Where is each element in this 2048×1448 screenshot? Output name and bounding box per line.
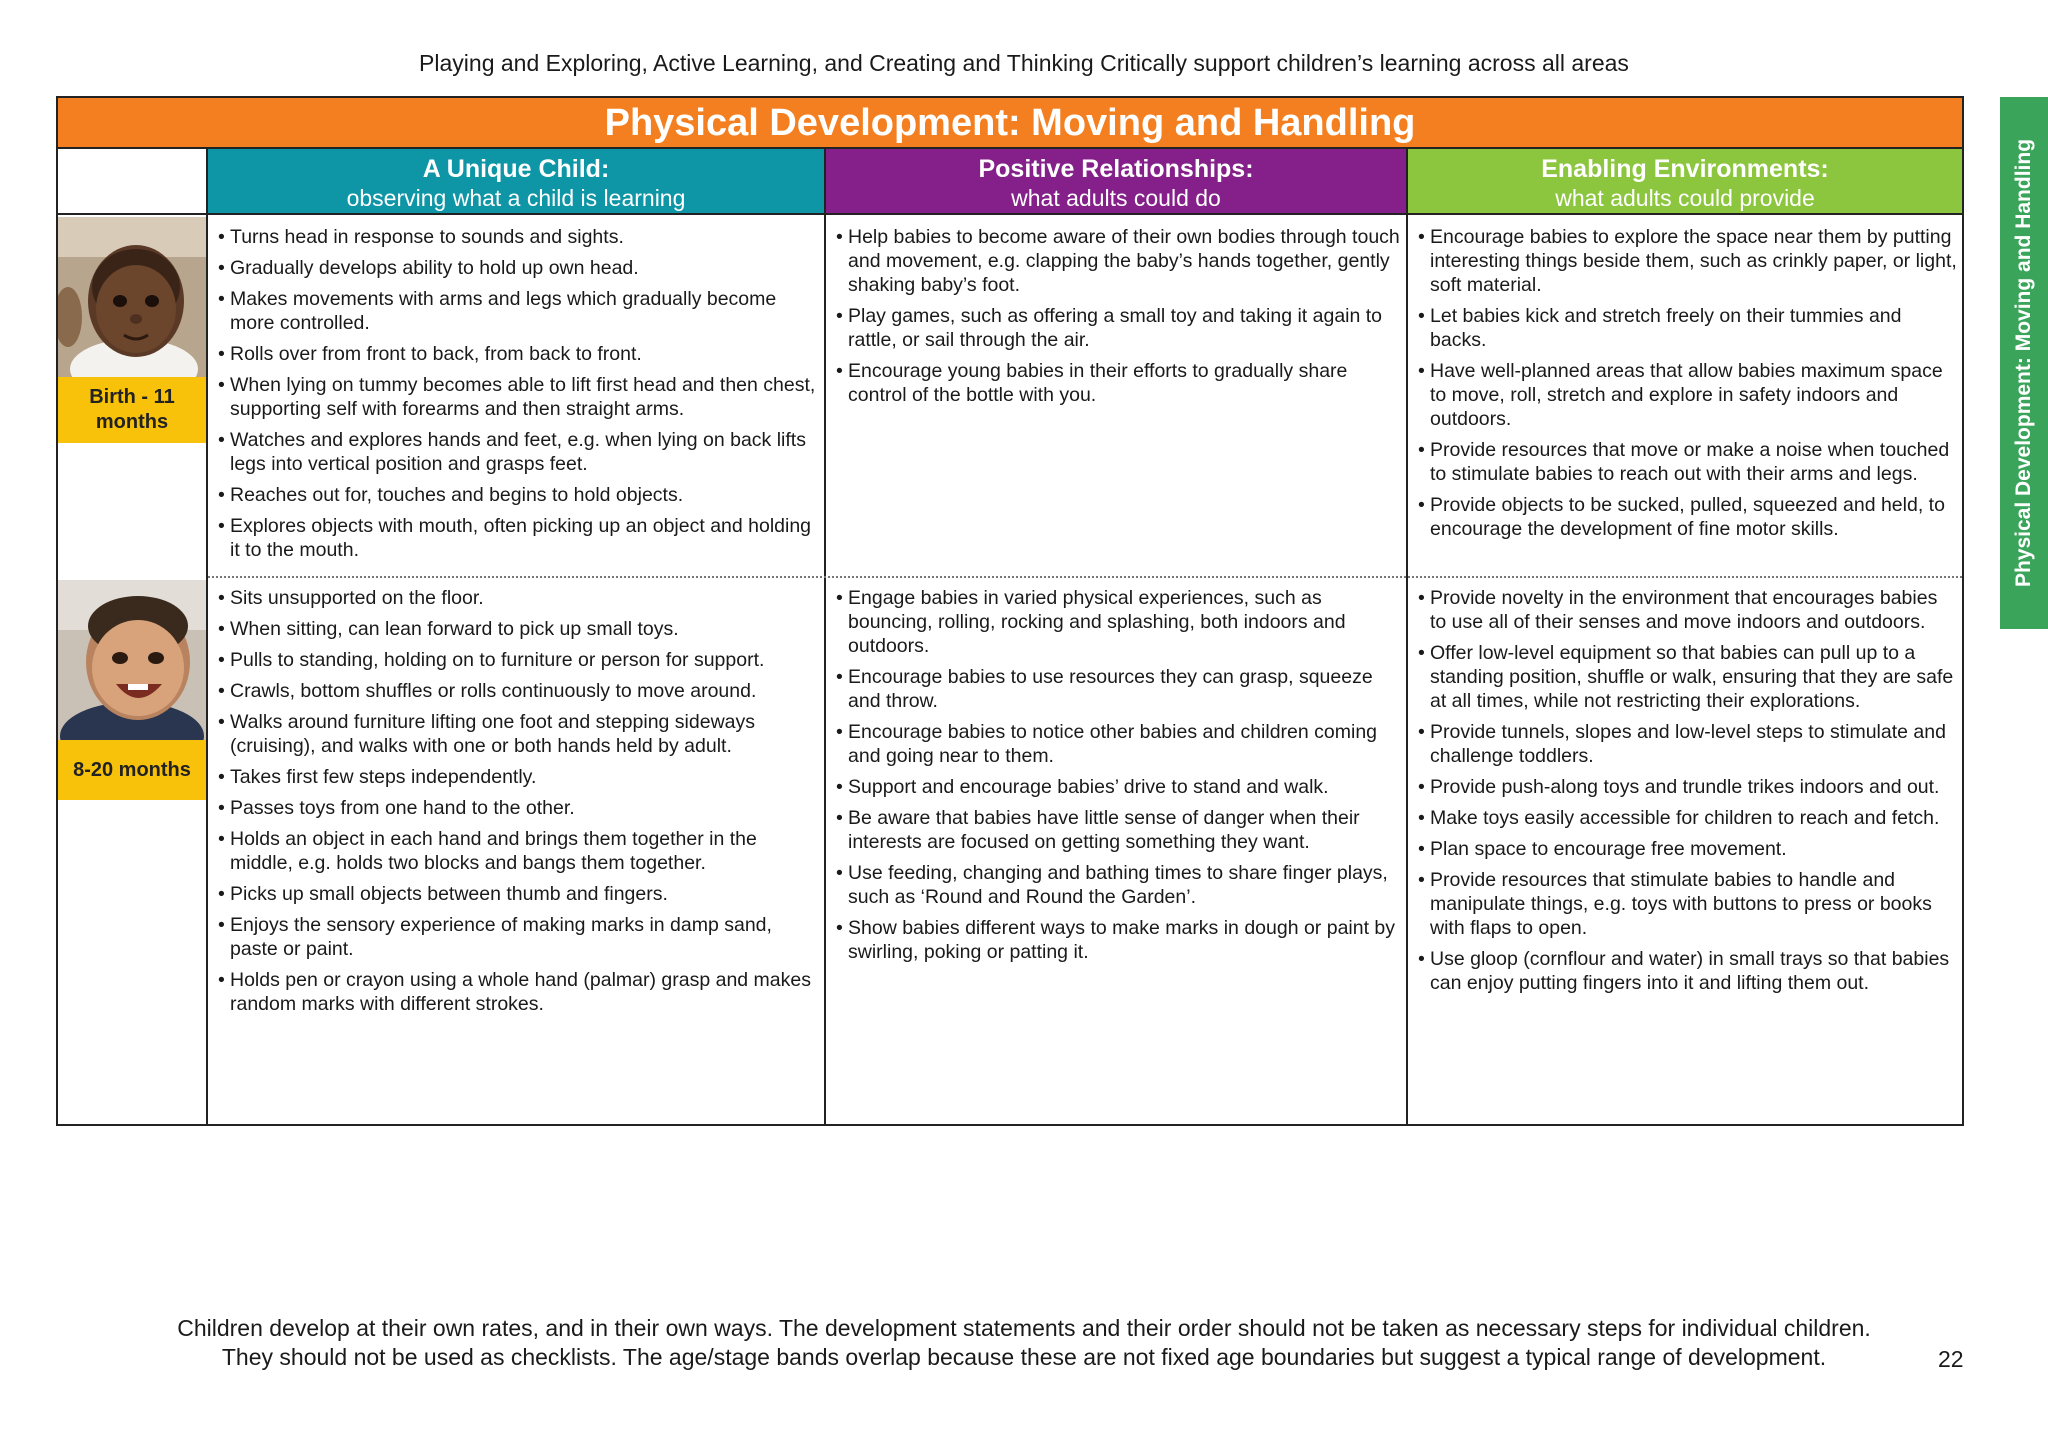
list-item: • Plan space to encourage free movement.: [1418, 837, 1958, 861]
side-tab-label: Physical Development: Moving and Handling: [2012, 138, 2036, 588]
positive-relationships-cell: [836, 225, 1402, 414]
list-item: • Picks up small objects between thumb and fingers.: [218, 882, 818, 906]
list-item: • Encourage babies to notice other babies and children coming and going near to them.: [836, 720, 1402, 768]
list-item: • Provide objects to be sucked, pulled, squeezed and held, to encourage the development of fine motor skills.: [1418, 493, 1958, 541]
list-item: • Pulls to standing, holding on to furniture or person for support.: [218, 648, 818, 672]
list-item: • Support and encourage babies’ drive to stand and walk.: [836, 775, 1402, 799]
enabling-environments-cell: [1418, 225, 1958, 548]
page-number: 22: [1938, 1346, 1964, 1372]
list-item: • Encourage babies to explore the space near them by putting interesting things beside them, such as crinkly paper, or light, soft material.: [1418, 225, 1958, 297]
page-banner: Playing and Exploring, Active Learning, and Creating and Thinking Critically support children’s learning across all areas: [419, 50, 1629, 76]
age-band-badge: 8-20 months: [58, 740, 206, 800]
list-item: • Provide push-along toys and trundle trikes indoors and out.: [1418, 775, 1958, 799]
list-item: • Have well-planned areas that allow babies maximum space to move, roll, stretch and explore in safety indoors and outdoors.: [1418, 359, 1958, 431]
list-item: • Play games, such as offering a small toy and taking it again to rattle, or sail through the air.: [836, 304, 1402, 352]
list-item: • Provide resources that stimulate babies to handle and manipulate things, e.g. toys with buttons to press or books with flaps to open.: [1418, 868, 1958, 940]
unique-child-subtitle: observing what a child is learning: [346, 185, 686, 211]
column-divider: [206, 215, 208, 1124]
list-item: • Rolls over from front to back, from back to front.: [218, 342, 818, 366]
baby-photo-newborn-illustration: [58, 217, 206, 377]
list-item: • When sitting, can lean forward to pick up small toys.: [218, 617, 818, 641]
age-column-header: [58, 149, 208, 215]
list-item: • Watches and explores hands and feet, e.g. when lying on back lifts legs into vertical position and grasps feet.: [218, 428, 818, 476]
page-footer: [0, 1314, 2048, 1372]
list-item: • When lying on tummy becomes able to lift first head and then chest, supporting self with forearms and then straight arms.: [218, 373, 818, 421]
list-item: • Offer low-level equipment so that babies can pull up to a standing position, shuffle or walk, ensuring that they are safe at all times, while not restricting their explorations.: [1418, 641, 1958, 713]
list-item: • Use gloop (cornflour and water) in small trays so that babies can enjoy putting fingers into it and lifting them out.: [1418, 947, 1958, 995]
enabling-environments-list: [1418, 225, 1958, 541]
footer-line: They should not be used as checklists. The age/stage bands overlap because these are not fixed age boundaries but suggest a typical range of development.: [221, 1344, 1827, 1370]
section-side-tab: [2000, 97, 2048, 629]
table-title: Physical Development: Moving and Handling: [58, 98, 1962, 149]
positive-relationships-title: Positive Relationships:: [978, 155, 1254, 183]
list-item: • Turns head in response to sounds and sights.: [218, 225, 818, 249]
list-item: • Let babies kick and stretch freely on their tummies and backs.: [1418, 304, 1958, 352]
list-item: • Gradually develops ability to hold up own head.: [218, 256, 818, 280]
unique-child-list: [218, 225, 818, 562]
unique-child-cell: [218, 225, 818, 569]
list-item: • Makes movements with arms and legs which gradually become more controlled.: [218, 287, 818, 335]
positive-relationships-header: [826, 149, 1408, 215]
positive-relationships-list: [836, 586, 1402, 964]
footer-line: Children develop at their own rates, and in their own ways. The development statements and their order should not be taken as necessary steps for individual children.: [177, 1315, 1871, 1341]
list-item: • Enjoys the sensory experience of making marks in damp sand, paste or paint.: [218, 913, 818, 961]
list-item: • Encourage young babies in their efforts to gradually share control of the bottle with you.: [836, 359, 1402, 407]
enabling-environments-list: [1418, 586, 1958, 995]
list-item: • Holds pen or crayon using a whole hand (palmar) grasp and makes random marks with different strokes.: [218, 968, 818, 1016]
list-item: • Provide resources that move or make a noise when touched to stimulate babies to reach out with their arms and legs.: [1418, 438, 1958, 486]
list-item: • Provide tunnels, slopes and low-level steps to stimulate and challenge toddlers.: [1418, 720, 1958, 768]
baby-photo-toddler: [58, 580, 206, 740]
unique-child-header: [208, 149, 826, 215]
unique-child-cell: [218, 586, 818, 1023]
list-item: • Engage babies in varied physical experiences, such as bouncing, rolling, rocking and splashing, both indoors and outdoors.: [836, 586, 1402, 658]
enabling-environments-subtitle: what adults could provide: [1555, 185, 1815, 211]
positive-relationships-list: [836, 225, 1402, 407]
list-item: • Holds an object in each hand and brings them together in the middle, e.g. holds two blocks and bangs them together.: [218, 827, 818, 875]
positive-relationships-subtitle: what adults could do: [1011, 185, 1221, 211]
age-band-badge: Birth - 11 months: [58, 377, 206, 443]
unique-child-title: A Unique Child:: [422, 155, 610, 183]
enabling-environments-cell: [1418, 586, 1958, 1002]
list-item: • Be aware that babies have little sense of danger when their interests are focused on getting something they want.: [836, 806, 1402, 854]
list-item: • Show babies different ways to make marks in dough or paint by swirling, poking or patting it.: [836, 916, 1402, 964]
column-divider: [824, 215, 826, 1124]
column-divider: [1406, 215, 1408, 1124]
list-item: • Takes first few steps independently.: [218, 765, 818, 789]
list-item: • Help babies to become aware of their own bodies through touch and movement, e.g. clapping the baby’s hands together, gently shaking baby’s foot.: [836, 225, 1402, 297]
development-table: [56, 96, 1964, 1126]
row-divider: [208, 576, 1962, 578]
list-item: • Walks around furniture lifting one foot and stepping sideways (cruising), and walks with one or both hands held by adult.: [218, 710, 818, 758]
list-item: • Make toys easily accessible for children to reach and fetch.: [1418, 806, 1958, 830]
enabling-environments-header: [1408, 149, 1962, 215]
list-item: • Use feeding, changing and bathing times to share finger plays, such as ‘Round and Round the Garden’.: [836, 861, 1402, 909]
enabling-environments-title: Enabling Environments:: [1541, 155, 1829, 183]
list-item: • Reaches out for, touches and begins to hold objects.: [218, 483, 818, 507]
unique-child-list: [218, 586, 818, 1016]
list-item: • Crawls, bottom shuffles or rolls continuously to move around.: [218, 679, 818, 703]
list-item: • Encourage babies to use resources they can grasp, squeeze and throw.: [836, 665, 1402, 713]
list-item: • Passes toys from one hand to the other.: [218, 796, 818, 820]
baby-photo-newborn: [58, 217, 206, 377]
list-item: • Explores objects with mouth, often picking up an object and holding it to the mouth.: [218, 514, 818, 562]
positive-relationships-cell: [836, 586, 1402, 971]
list-item: • Provide novelty in the environment that encourages babies to use all of their senses and move indoors and outdoors.: [1418, 586, 1958, 634]
baby-photo-toddler-illustration: [58, 580, 206, 740]
list-item: • Sits unsupported on the floor.: [218, 586, 818, 610]
